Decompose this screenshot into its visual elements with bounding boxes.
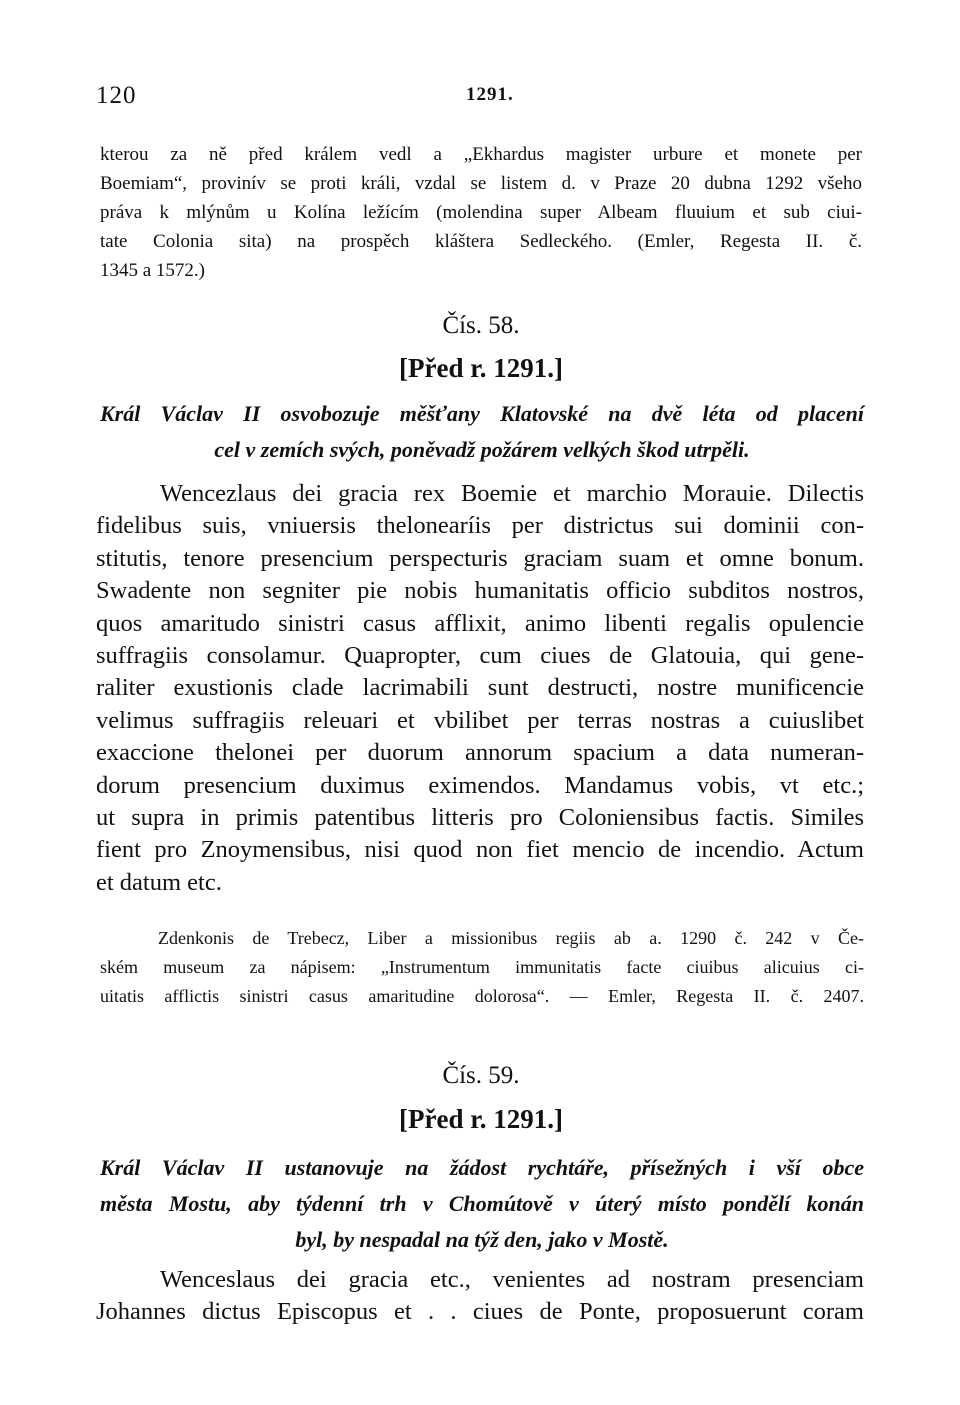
note-line: práva k mlýnům u Kolína ležícím (molendina super Albeam fluuium et sub ciui- — [100, 202, 862, 223]
source-line: ském museum za nápisem: „Instrumentum immunitatis facte ciuibus alicuius ci- — [100, 957, 864, 977]
regest-line: byl, by nespadal na týž den, jako v Mostě. — [295, 1227, 669, 1252]
text-line: Wencezlaus dei gracia rex Boemie et marchio Morauie. Dilectis — [160, 480, 864, 507]
regest-line: Král Václav II osvobozuje měšťany Klatovské na dvě léta od placení — [100, 401, 864, 426]
running-header — [96, 82, 866, 112]
text-line: et datum etc. — [96, 868, 222, 896]
text-line: velimus suffragiis releuari et vbilibet per terras nostras a cuiuslibet — [96, 706, 864, 734]
document-number-59: Čís. 59. — [442, 1062, 520, 1089]
text-line: suffragiis consolamur. Quapropter, cum ciues de Glatouia, qui gene- — [96, 642, 864, 670]
page-number: 120 — [96, 82, 137, 109]
note-line: tate Colonia sita) na prospěch kláštera Sedleckého. (Emler, Regesta II. č. — [100, 231, 862, 252]
source-line: Zdenkonis de Trebecz, Liber a missionibus regiis ab a. 1290 č. 242 v Če- — [158, 928, 864, 948]
document-date-58: [Před r. 1291.] — [399, 353, 563, 383]
document-date-59: [Před r. 1291.] — [399, 1104, 563, 1134]
note-line: Boemiam“, provinív se proti králi, vzdal se listem d. v Praze 20 dubna 1292 všeho — [100, 173, 862, 194]
document-number-58: Čís. 58. — [442, 312, 520, 339]
source-note-58 — [100, 924, 864, 1011]
charter-text-59 — [96, 1264, 864, 1329]
text-line: Wenceslaus dei gracia etc., venientes ad nostram presenciam — [160, 1266, 864, 1293]
header-year: 1291. — [466, 84, 514, 105]
source-line: uitatis afflictis sinistri casus amaritudine dolorosa“. — Emler, Regesta II. č. 2407. — [100, 986, 864, 1006]
text-line: stitutis, tenore presencium perspecturis graciam suam et omne bonum. — [96, 544, 864, 572]
text-line: exaccione thelonei per duorum annorum spacium a data numeran- — [96, 739, 864, 767]
text-line: fidelibus suis, vniuersis thelonearíis per districtus sui dominii con- — [96, 512, 864, 540]
text-line: dorum presencium duximus eximendos. Mandamus vobis, vt etc.; — [96, 771, 864, 799]
text-line: Swadente non segniter pie nobis humanitatis officio subditos nostros, — [96, 577, 864, 605]
charter-text-58 — [96, 478, 864, 899]
regest-line: města Mostu, aby týdenní trh v Chomútově v úterý místo pondělí konán — [100, 1191, 864, 1216]
text-line: ut supra in primis patentibus litteris pro Coloniensibus factis. Similes — [96, 804, 864, 832]
text-line: fient pro Znoymensibus, nisi quod non fiet mencio de incendio. Actum — [96, 836, 864, 864]
regest-line: cel v zemích svých, poněvadž požárem velkých škod utrpěli. — [214, 437, 750, 462]
text-line: raliter exustionis clade lacrimabili sunt destructi, nostre munificencie — [96, 674, 864, 702]
regest-line: Král Václav II ustanovuje na žádost rychtáře, přísežných i vší obce — [100, 1155, 864, 1180]
text-line: quos amaritudo sinistri casus afflixit, animo libenti regalis opulencie — [96, 609, 864, 637]
continued-note — [100, 140, 862, 285]
note-line: kterou za ně před králem vedl a „Ekhardus magister urbure et monete per — [100, 144, 862, 165]
regest-59 — [100, 1150, 864, 1258]
note-line: 1345 a 1572.) — [100, 260, 206, 281]
text-line: Johannes dictus Episcopus et . . ciues de Ponte, proposuerunt coram — [96, 1298, 864, 1326]
regest-58 — [100, 396, 864, 468]
